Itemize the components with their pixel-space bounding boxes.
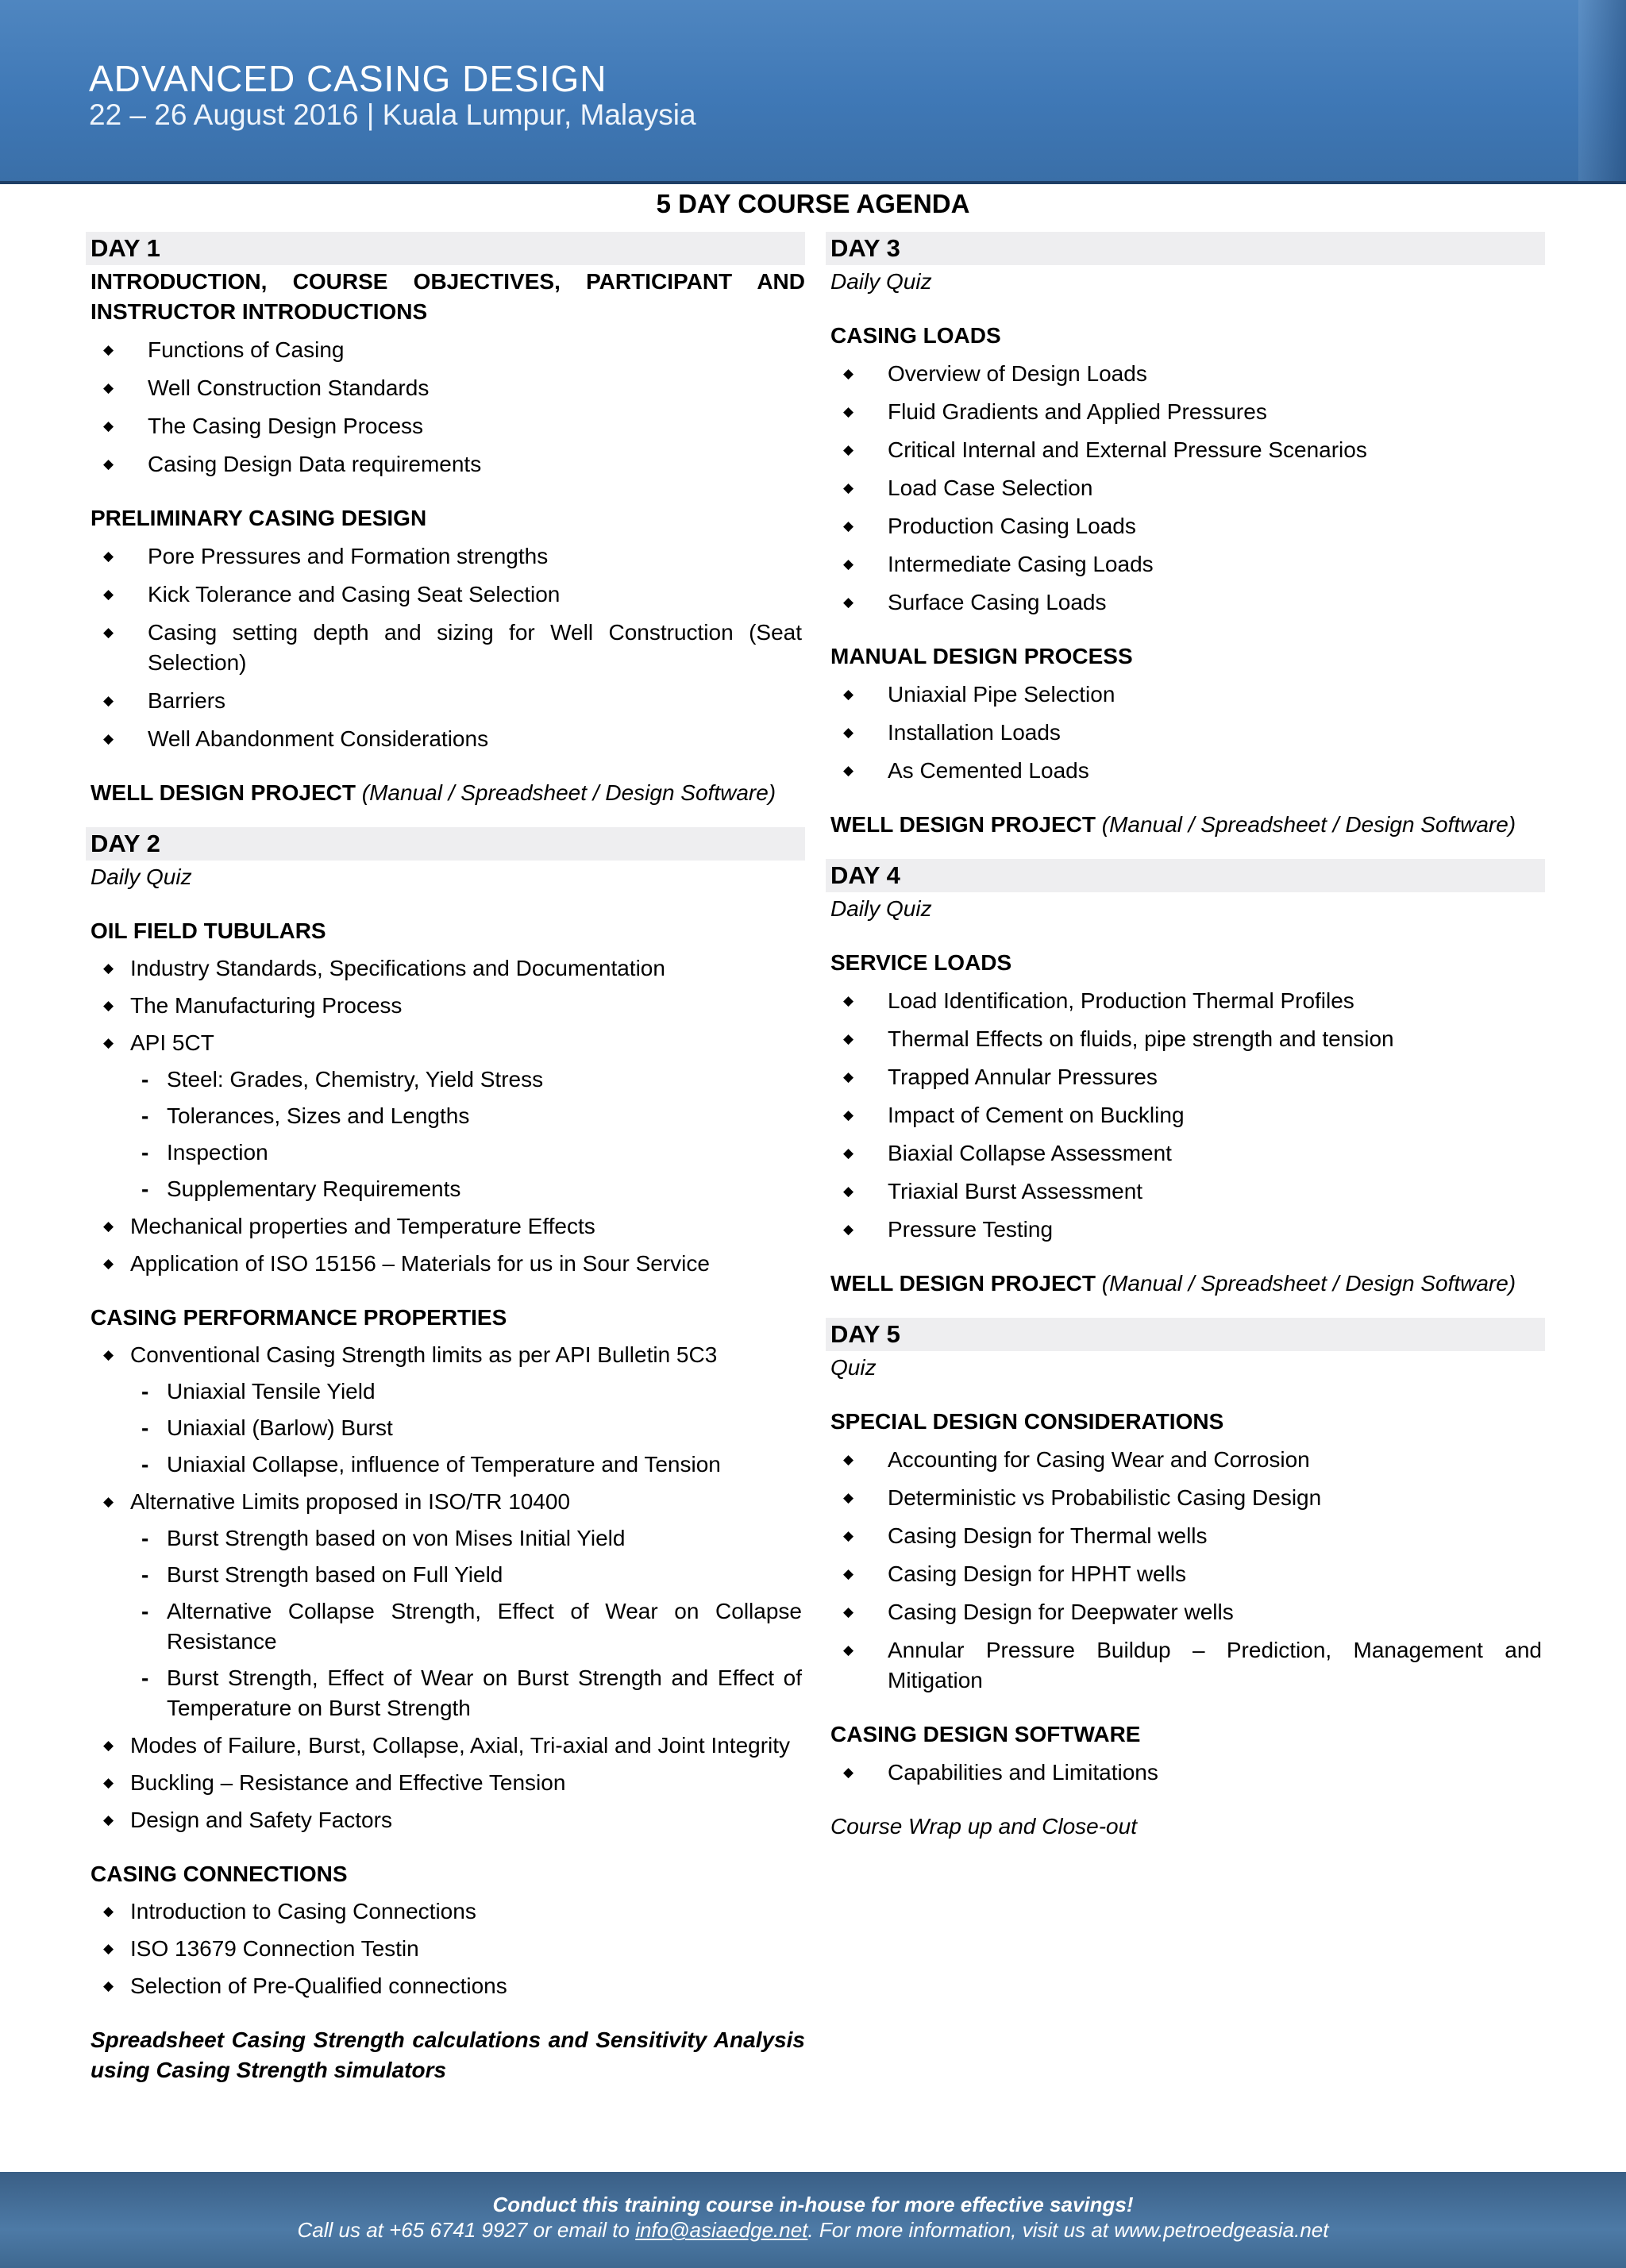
list-item: ◆ Annular Pressure Buildup – Prediction, Management and Mitigation — [826, 1635, 1545, 1696]
list-item: ◆ As Cemented Loads — [826, 756, 1545, 786]
project-label: WELL DESIGN PROJECT — [830, 1271, 1096, 1296]
preliminary-list — [86, 541, 805, 754]
list-item: ◆ Fluid Gradients and Applied Pressures — [826, 397, 1545, 427]
list-item: ◆ The Manufacturing Process — [86, 991, 805, 1021]
list-item — [86, 1028, 805, 1204]
right-column — [826, 232, 1545, 1842]
footer-tagline: Conduct this training course in-house for more effective savings! — [492, 2193, 1134, 2216]
sublist-item: - Alternative Collapse Strength, Effect of Wear on Collapse Resistance — [130, 1596, 802, 1657]
list-item: ◆ Impact of Cement on Buckling — [826, 1100, 1545, 1130]
performance-heading: CASING PERFORMANCE PROPERTIES — [91, 1305, 507, 1330]
list-item: ◆ Functions of Casing — [86, 335, 805, 365]
day-1-intro-list — [86, 335, 805, 479]
software-heading: CASING DESIGN SOFTWARE — [830, 1722, 1141, 1746]
list-item: ◆ Casing Design Data requirements — [86, 449, 805, 479]
list-item-label: Conventional Casing Strength limits as per API Bulletin 5C3 — [130, 1342, 718, 1367]
project-label: WELL DESIGN PROJECT — [830, 812, 1096, 837]
list-item: ◆ Overview of Design Loads — [826, 359, 1545, 389]
email-link[interactable]: info@asiaedge.net — [635, 2218, 808, 2242]
day-3-project — [826, 810, 1545, 840]
sublist-item: - Supplementary Requirements — [130, 1174, 802, 1204]
casing-loads-list — [826, 359, 1545, 618]
software-list — [826, 1758, 1545, 1788]
performance-list — [86, 1340, 805, 1835]
project-label: WELL DESIGN PROJECT — [91, 780, 356, 805]
list-item: ◆ Selection of Pre-Qualified connections — [86, 1971, 805, 2001]
sublist-item: - Uniaxial (Barlow) Burst — [130, 1413, 802, 1443]
day-2-quiz: Daily Quiz — [91, 864, 192, 889]
list-item: ◆ Modes of Failure, Burst, Collapse, Axial, Tri-axial and Joint Integrity — [86, 1731, 805, 1761]
list-item: ◆ Casing setting depth and sizing for Well Construction (Seat Selection) — [86, 618, 805, 678]
manual-design-list — [826, 680, 1545, 786]
list-item: ◆ Deterministic vs Probabilistic Casing Design — [826, 1483, 1545, 1513]
day-5-quiz: Quiz — [830, 1355, 877, 1380]
day-3-heading: DAY 3 — [826, 232, 1545, 265]
special-design-heading: SPECIAL DESIGN CONSIDERATIONS — [830, 1409, 1224, 1434]
connections-heading: CASING CONNECTIONS — [91, 1862, 348, 1886]
left-column — [86, 232, 805, 2085]
list-item: ◆ Casing Design for Deepwater wells — [826, 1597, 1545, 1627]
course-wrap-up: Course Wrap up and Close-out — [830, 1814, 1137, 1839]
list-item: ◆ Biaxial Collapse Assessment — [826, 1138, 1545, 1169]
list-item: ◆ Well Construction Standards — [86, 373, 805, 403]
list-item: ◆ Industry Standards, Specifications and Documentation — [86, 953, 805, 984]
day-1-intro-heading: INTRODUCTION, COURSE OBJECTIVES, PARTICIPANT AND INSTRUCTOR INTRODUCTIONS — [91, 269, 805, 324]
conventional-sublist — [130, 1377, 802, 1480]
day-2-heading: DAY 2 — [86, 827, 805, 861]
project-tools: (Manual / Spreadsheet / Design Software) — [1101, 1271, 1516, 1296]
list-item: ◆ Pressure Testing — [826, 1215, 1545, 1245]
sublist-item: - Uniaxial Tensile Yield — [130, 1377, 802, 1407]
manual-design-heading: MANUAL DESIGN PROCESS — [830, 644, 1133, 668]
list-item: ◆ Kick Tolerance and Casing Seat Selection — [86, 580, 805, 610]
sublist-item: - Uniaxial Collapse, influence of Temperature and Tension — [130, 1450, 802, 1480]
project-tools: (Manual / Spreadsheet / Design Software) — [1101, 812, 1516, 837]
day-2-closing: Spreadsheet Casing Strength calculations and Sensitivity Analysis using Casing Strength simulators — [91, 2027, 805, 2082]
tubulars-list — [86, 953, 805, 1279]
footer-call: Call us at +65 6741 9927 or email to — [297, 2218, 636, 2242]
header-banner — [0, 0, 1626, 184]
list-item: ◆ Casing Design for Thermal wells — [826, 1521, 1545, 1551]
day-5-heading: DAY 5 — [826, 1318, 1545, 1351]
day-4-quiz: Daily Quiz — [830, 896, 932, 921]
alternative-sublist — [130, 1523, 802, 1723]
api-sublist — [130, 1065, 802, 1204]
list-item: ◆ Barriers — [86, 686, 805, 716]
agenda-title: 5 DAY COURSE AGENDA — [656, 189, 970, 218]
sublist-item: - Burst Strength based on Full Yield — [130, 1560, 802, 1590]
preliminary-heading: PRELIMINARY CASING DESIGN — [91, 506, 427, 530]
footer-banner — [0, 2172, 1626, 2268]
list-item — [86, 1487, 805, 1723]
list-item: ◆ Application of ISO 15156 – Materials for us in Sour Service — [86, 1249, 805, 1279]
sublist-item: - Burst Strength, Effect of Wear on Burst Strength and Effect of Temperature on Burst Strength — [130, 1663, 802, 1723]
list-item: ◆ Capabilities and Limitations — [826, 1758, 1545, 1788]
day-4-project — [826, 1269, 1545, 1299]
list-item: ◆ Pore Pressures and Formation strengths — [86, 541, 805, 572]
list-item: ◆ Installation Loads — [826, 718, 1545, 748]
list-item: ◆ Well Abandonment Considerations — [86, 724, 805, 754]
sublist-item: - Inspection — [130, 1138, 802, 1168]
course-date-location: 22 – 26 August 2016 | Kuala Lumpur, Malaysia — [89, 98, 696, 131]
list-item: ◆ Buckling – Resistance and Effective Tension — [86, 1768, 805, 1798]
list-item: ◆ Uniaxial Pipe Selection — [826, 680, 1545, 710]
list-item: ◆ Mechanical properties and Temperature Effects — [86, 1211, 805, 1242]
list-item-label: Alternative Limits proposed in ISO/TR 10400 — [130, 1489, 571, 1514]
list-item: ◆ Intermediate Casing Loads — [826, 549, 1545, 580]
day-3-quiz: Daily Quiz — [830, 269, 932, 294]
special-design-list — [826, 1445, 1545, 1696]
list-item: ◆ Triaxial Burst Assessment — [826, 1176, 1545, 1207]
list-item — [86, 1340, 805, 1480]
connections-list — [86, 1896, 805, 2001]
sublist-item: - Steel: Grades, Chemistry, Yield Stress — [130, 1065, 802, 1095]
service-loads-heading: SERVICE LOADS — [830, 950, 1012, 975]
list-item-label: API 5CT — [130, 1030, 214, 1055]
header-edge — [1578, 0, 1626, 181]
casing-loads-heading: CASING LOADS — [830, 323, 1001, 348]
list-item: ◆ ISO 13679 Connection Testin — [86, 1934, 805, 1964]
list-item: ◆ Introduction to Casing Connections — [86, 1896, 805, 1927]
sublist-item: - Burst Strength based on von Mises Initial Yield — [130, 1523, 802, 1554]
list-item: ◆ Accounting for Casing Wear and Corrosion — [826, 1445, 1545, 1475]
footer-website: . For more information, visit us at www.petroedgeasia.net — [807, 2218, 1329, 2242]
day-4-heading: DAY 4 — [826, 859, 1545, 892]
list-item: ◆ Production Casing Loads — [826, 511, 1545, 541]
day-1-project — [86, 778, 805, 808]
list-item: ◆ Load Case Selection — [826, 473, 1545, 503]
list-item: ◆ Load Identification, Production Thermal Profiles — [826, 986, 1545, 1016]
course-title: ADVANCED CASING DESIGN — [89, 58, 607, 99]
list-item: ◆ Surface Casing Loads — [826, 587, 1545, 618]
list-item: ◆ Casing Design for HPHT wells — [826, 1559, 1545, 1589]
sublist-item: - Tolerances, Sizes and Lengths — [130, 1101, 802, 1131]
list-item: ◆ Design and Safety Factors — [86, 1805, 805, 1835]
service-loads-list — [826, 986, 1545, 1245]
tubulars-heading: OIL FIELD TUBULARS — [91, 918, 326, 943]
footer-contact — [0, 2218, 1626, 2243]
list-item: ◆ Trapped Annular Pressures — [826, 1062, 1545, 1092]
list-item: ◆ Thermal Effects on fluids, pipe strength and tension — [826, 1024, 1545, 1054]
project-tools: (Manual / Spreadsheet / Design Software) — [361, 780, 776, 805]
day-1-heading: DAY 1 — [86, 232, 805, 265]
list-item: ◆ The Casing Design Process — [86, 411, 805, 441]
list-item: ◆ Critical Internal and External Pressure Scenarios — [826, 435, 1545, 465]
